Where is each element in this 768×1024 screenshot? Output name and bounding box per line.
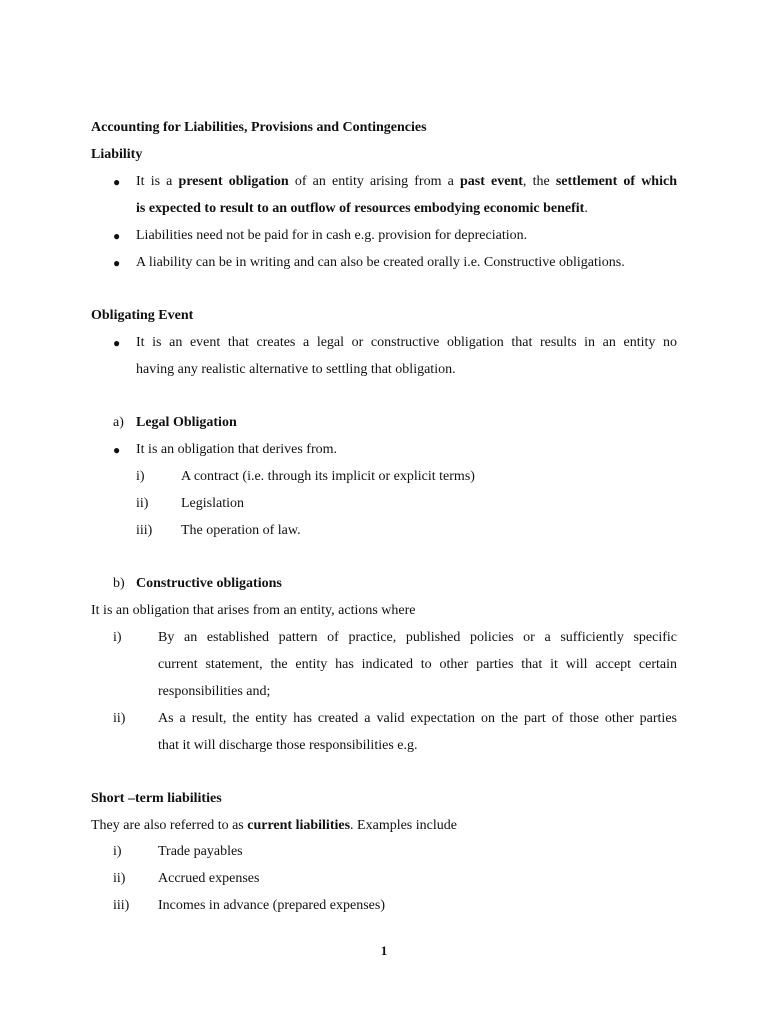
list-item-line: By an established pattern of practice, published policies or a sufficiently specific <box>158 630 677 645</box>
short-term-heading: Short –term liabilities <box>91 791 222 806</box>
obligating-bullet-line-1: It is an event that creates a legal or constructive obligation that results in an entity no <box>136 335 677 350</box>
list-item-line: that it will discharge those responsibilities e.g. <box>158 738 418 753</box>
list-item-number: iii) <box>113 898 130 913</box>
legal-marker: a) <box>113 415 124 430</box>
bullet-icon: ● <box>113 443 121 457</box>
obligating-bullet-line-2: having any realistic alternative to settling that obligation. <box>136 362 456 377</box>
liability-bullet-1-line-1: It is a present obligation of an entity arising from a past event, the settlement of which <box>136 174 677 189</box>
document-title: Accounting for Liabilities, Provisions and Contingencies <box>91 120 427 135</box>
list-item-line: As a result, the entity has created a valid expectation on the part of those other parties <box>158 711 677 726</box>
list-item: Trade payables <box>158 844 243 859</box>
list-item-number: ii) <box>113 871 126 886</box>
list-item-number: ii) <box>136 496 149 511</box>
list-item: Legislation <box>181 496 244 511</box>
list-item-number: i) <box>136 469 145 484</box>
short-term-intro: They are also referred to as current liabilities. Examples include <box>91 818 457 833</box>
obligating-event-heading: Obligating Event <box>91 308 194 323</box>
bullet-icon: ● <box>113 336 121 350</box>
liability-bullet-1-line-2: is expected to result to an outflow of resources embodying economic benefit. <box>136 201 588 216</box>
list-item-line: responsibilities and; <box>158 684 271 699</box>
list-item-number: iii) <box>136 523 153 538</box>
list-item: A contract (i.e. through its implicit or explicit terms) <box>181 469 475 484</box>
list-item-number: i) <box>113 844 122 859</box>
bullet-icon: ● <box>113 256 121 270</box>
constructive-obligations-heading: Constructive obligations <box>136 576 282 591</box>
liability-bullet-2: Liabilities need not be paid for in cash e.g. provision for depreciation. <box>136 228 528 243</box>
liability-heading: Liability <box>91 147 143 162</box>
list-item: Incomes in advance (prepared expenses) <box>158 898 386 913</box>
legal-bullet: It is an obligation that derives from. <box>136 442 338 457</box>
list-item-number: ii) <box>113 711 126 726</box>
list-item-number: i) <box>113 630 122 645</box>
bullet-icon: ● <box>113 175 121 189</box>
liability-bullet-3: A liability can be in writing and can also be created orally i.e. Constructive obligations. <box>136 255 625 270</box>
constructive-intro: It is an obligation that arises from an entity, actions where <box>91 603 416 618</box>
list-item: The operation of law. <box>181 523 301 538</box>
bullet-icon: ● <box>113 229 121 243</box>
list-item: Accrued expenses <box>158 871 260 886</box>
constructive-marker: b) <box>113 576 125 591</box>
page-number: 1 <box>380 943 388 958</box>
list-item-line: current statement, the entity has indicated to other parties that it will accept certain <box>158 657 677 672</box>
legal-obligation-heading: Legal Obligation <box>136 415 237 430</box>
